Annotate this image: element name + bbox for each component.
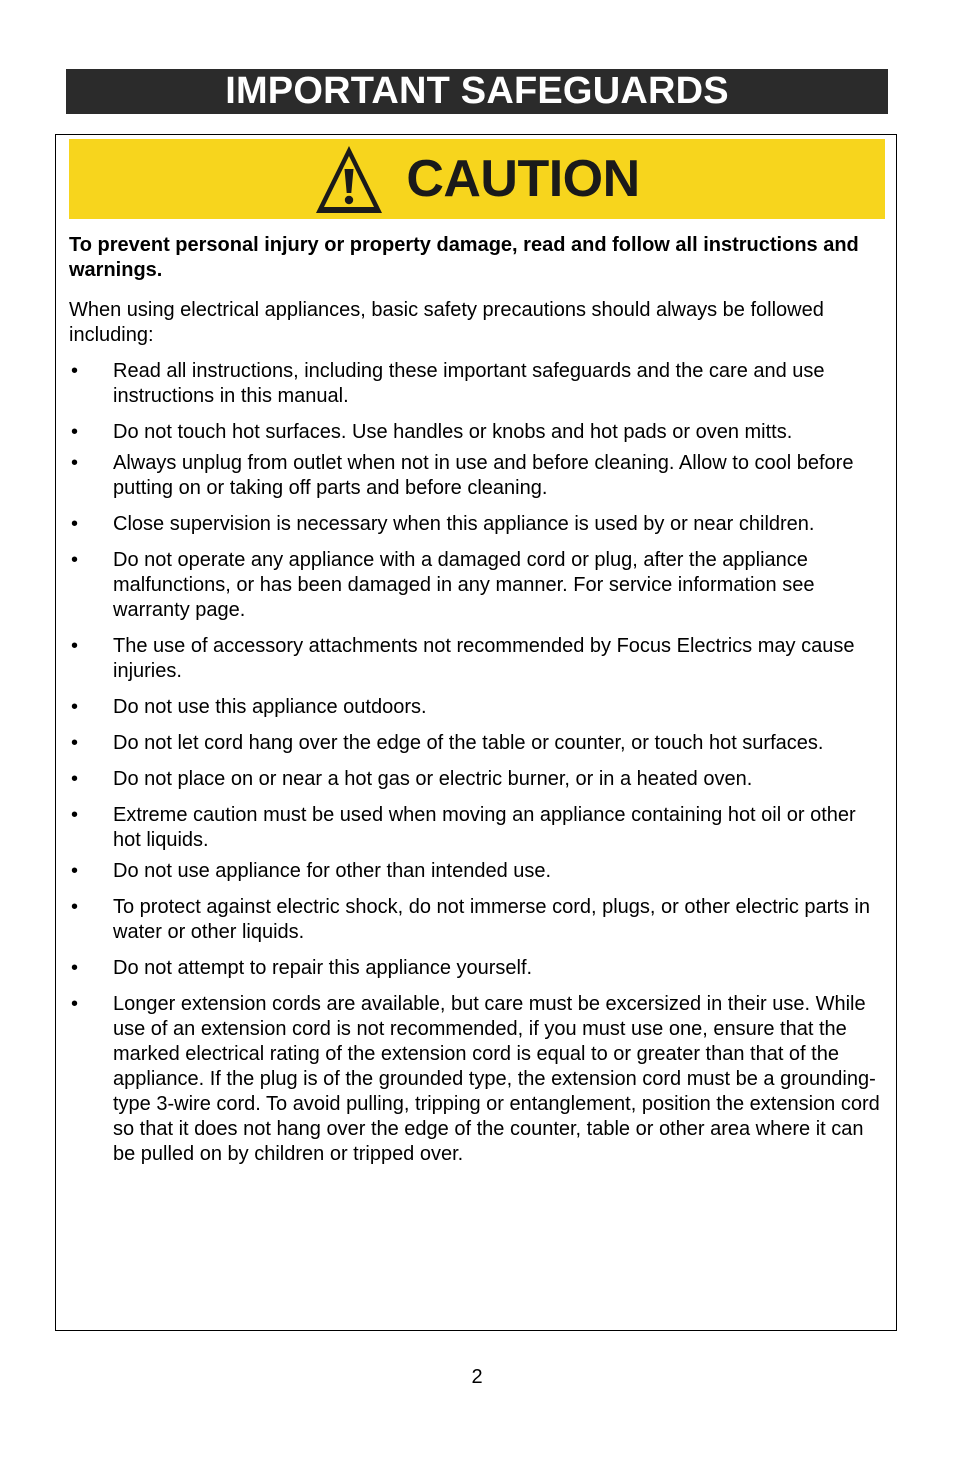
- page-number: 2: [471, 1366, 483, 1388]
- header-bar: [66, 69, 888, 114]
- list-item-text: Do not attempt to repair this appliance yourself.: [113, 957, 533, 979]
- list-item: [69, 731, 887, 756]
- bullet-icon: •: [71, 513, 79, 535]
- bullet-icon: •: [71, 957, 79, 979]
- list-item-text: Do not use appliance for other than intended use.: [113, 860, 552, 882]
- list-item: [69, 359, 887, 409]
- list-item: [69, 895, 887, 945]
- list-item: [69, 803, 887, 853]
- list-item: [69, 634, 887, 684]
- bullet-icon: •: [71, 635, 79, 657]
- list-item: [69, 512, 887, 537]
- list-item: [69, 548, 887, 623]
- intro-warning: To prevent personal injury or property damage, read and follow all instructions and warnings.: [69, 234, 859, 281]
- bullet-icon: •: [71, 732, 79, 754]
- page-title: IMPORTANT SAFEGUARDS: [225, 70, 729, 112]
- list-item-text: Do not touch hot surfaces. Use handles or knobs and hot pads or oven mitts.: [113, 421, 793, 443]
- list-item: [69, 420, 887, 445]
- list-item-text: Do not use this appliance outdoors.: [113, 696, 427, 718]
- list-item-text: Do not place on or near a hot gas or electric burner, or in a heated oven.: [113, 768, 753, 790]
- bullet-icon: •: [71, 452, 79, 474]
- intro-text: When using electrical appliances, basic safety precautions should always be followed including:: [69, 299, 824, 346]
- safeguard-list: [69, 359, 887, 1167]
- bullet-icon: •: [71, 804, 79, 826]
- list-item: [69, 859, 887, 884]
- list-item: [69, 992, 887, 1167]
- list-item-text: To protect against electric shock, do not immerse cord, plugs, or other electric parts in water or other liquids.: [113, 896, 871, 943]
- list-item: [69, 767, 887, 792]
- list-item-text: Do not operate any appliance with a damaged cord or plug, after the appliance malfunctions, or has been damaged in any manner. For service information see warranty page.: [113, 549, 815, 621]
- safeguards-box: [55, 134, 897, 1331]
- bullet-icon: •: [71, 768, 79, 790]
- list-item-text: Close supervision is necessary when this appliance is used by or near children.: [113, 513, 815, 535]
- warning-triangle-icon: [314, 143, 384, 215]
- list-item-text: Do not let cord hang over the edge of the table or counter, or touch hot surfaces.: [113, 732, 824, 754]
- list-item: [69, 695, 887, 720]
- caution-banner: [69, 139, 885, 219]
- bullet-icon: •: [71, 860, 79, 882]
- list-item-text: The use of accessory attachments not recommended by Focus Electrics may cause injuries.: [113, 635, 855, 682]
- list-item-text: Extreme caution must be used when moving an appliance containing hot oil or other hot liquids.: [113, 804, 856, 851]
- bullet-icon: •: [71, 896, 79, 918]
- safeguards-content: [69, 233, 887, 1178]
- bullet-icon: •: [71, 696, 79, 718]
- list-item-text: Always unplug from outlet when not in use and before cleaning. Allow to cool before putting on or taking off parts and before cleaning.: [113, 452, 854, 499]
- bullet-icon: •: [71, 421, 79, 443]
- list-item: [69, 956, 887, 981]
- list-item: [69, 451, 887, 501]
- caution-label: CAUTION: [406, 150, 640, 208]
- list-item-text: Longer extension cords are available, but care must be excersized in their use. While use of an extension cord is not recommended, if you must use one, ensure that the marked electrical rating of the extension cord is equal to or greater than that of the appliance. If the plug is of the grounded type, the extension cord must be a grounding-type 3-wire cord. To avoid pulling, tripping or entanglement, position the extension cord so that it does not hang over the edge of the counter, table or other area where it can be pulled on by children or tripped over.: [113, 993, 880, 1165]
- list-item-text: Read all instructions, including these important safeguards and the care and use instructions in this manual.: [113, 360, 825, 407]
- bullet-icon: •: [71, 993, 79, 1015]
- bullet-icon: •: [71, 360, 79, 382]
- bullet-icon: •: [71, 549, 79, 571]
